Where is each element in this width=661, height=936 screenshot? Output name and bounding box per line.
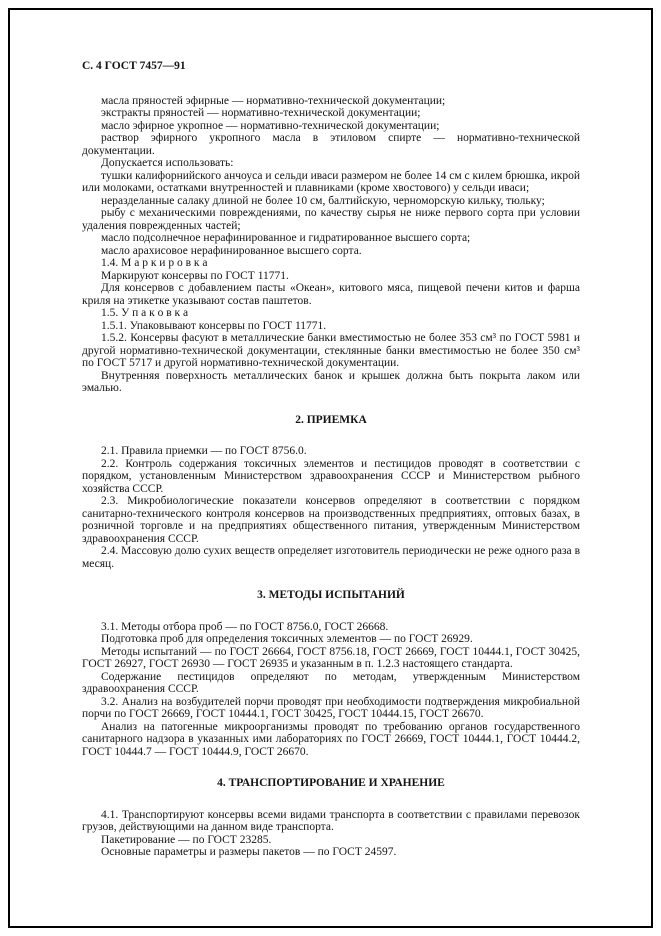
- paragraph: раствор эфирного укропного масла в этиловом спирте — нормативно-технической документации.: [82, 132, 580, 157]
- section-heading-priemka: 2. ПРИЕМКА: [295, 413, 367, 426]
- paragraph: тушки калифорнийского анчоуса и сельди иваси размером не более 14 см с килем брюшка, икрой или молоками, остатками внутренностей и плавниками (кроме хвостового) у сельди иваси;: [82, 169, 580, 194]
- paragraph: 1.5.1. Упаковывают консервы по ГОСТ 11771.: [101, 319, 327, 332]
- paragraph: масло эфирное укропное — нормативно-технической документации;: [101, 119, 440, 132]
- page-header: С. 4 ГОСТ 7457—91: [82, 60, 186, 72]
- paragraph: Анализ на патогенные микроорганизмы проводят по требованию органов государственного санитарного надзора в указанных ими лабораториях по ГОСТ 26669, ГОСТ 10444.1, ГОСТ 10444.2, ГОСТ 10444.7 — ГОСТ 10444.9, ГОСТ 26670.: [82, 720, 580, 758]
- subclause-heading: 1.4. М а р к и р о в к а: [101, 257, 208, 269]
- paragraph: Методы испытаний — по ГОСТ 26664, ГОСТ 8756.18, ГОСТ 26669, ГОСТ 10444.1, ГОСТ 30425, ГОСТ 26927, ГОСТ 26930 — ГОСТ 26935 и указанным в п. 1.2.3 настоящего стандарта.: [82, 645, 580, 670]
- paragraph: 3.2. Анализ на возбудителей порчи проводят при необходимости подтверждения микробиальной порчи по ГОСТ 26669, ГОСТ 10444.1, ГОСТ 30425, ГОСТ 10444.15, ГОСТ 26670.: [82, 695, 580, 720]
- paragraph: 2.3. Микробиологические показатели консервов определяют в соответствии с порядком санитарно-технического контроля консервов на производственных предприятиях, оптовых базах, в розничной торговле и на предприятиях общественного питания, утвержденным Министерством здравоохранения СССР.: [82, 495, 580, 545]
- paragraph: Внутренняя поверхность металлических банок и крышек должна быть покрыта лаком или эмалью.: [82, 369, 580, 394]
- paragraph: 1.5.2. Консервы фасуют в металлические банки вместимостью не более 353 см³ по ГОСТ 5981 и другой нормативно-технической документации, стеклянные банки вместимостью не более 350 см³ по ГОСТ 5717 и другой нормативно-технической документации.: [82, 332, 580, 369]
- paragraph: неразделанные салаку длиной не более 10 см, балтийскую, черноморскую кильку, тюльку;: [101, 194, 545, 207]
- paragraph: Основные параметры и размеры пакетов — по ГОСТ 24597.: [101, 846, 397, 858]
- paragraph: рыбу с механическими повреждениями, по качеству сырья не ниже первого сорта при условии удаления поврежденных частей;: [82, 207, 580, 232]
- paragraph: Подготовка проб для определения токсичных элементов — по ГОСТ 26929.: [101, 633, 473, 645]
- paragraph: 2.1. Правила приемки — по ГОСТ 8756.0.: [101, 445, 307, 457]
- paragraph: масло арахисовое нерафинированное высшего сорта.: [101, 244, 362, 257]
- paragraph: 4.1. Транспортируют консервы всеми видами транспорта в соответствии с правилами перевозок грузов, действующими на данном виде транспорта.: [82, 808, 580, 833]
- paragraph: масло подсолнечное нерафинированное и гидратированное высшего сорта;: [101, 232, 471, 244]
- paragraph: Маркируют консервы по ГОСТ 11771.: [101, 269, 289, 282]
- paragraph: 2.4. Массовую долю сухих веществ определяет изготовитель периодически не реже одного раза в месяц.: [82, 545, 580, 570]
- section-heading-metody-ispytaniy: 3. МЕТОДЫ ИСПЫТАНИЙ: [257, 589, 405, 601]
- section-heading-transportirovanie: 4. ТРАНСПОРТИРОВАНИЕ И ХРАНЕНИЕ: [217, 777, 445, 789]
- paragraph: 2.2. Контроль содержания токсичных элементов и пестицидов проводят в соответствии с порядком, установленным Министерством здравоохранения СССР и Министерством рыбного хозяйства СССР.: [82, 457, 580, 495]
- paragraph: Пакетирование — по ГОСТ 23285.: [101, 833, 272, 846]
- subclause-heading: 1.5. У п а к о в к а: [101, 307, 189, 319]
- paragraph: 3.1. Методы отбора проб — по ГОСТ 8756.0, ГОСТ 26668.: [101, 620, 389, 633]
- paragraph: масла пряностей эфирные — нормативно-технической документации;: [101, 94, 446, 107]
- paragraph: Допускается использовать:: [101, 157, 234, 169]
- page-content: [82, 60, 580, 859]
- paragraph: Для консервов с добавлением пасты «Океан», китового мяса, пищевой печени китов и фарша криля на этикетке указывают состав паштетов.: [82, 282, 580, 307]
- paragraph: экстракты пряностей — нормативно-технической документации;: [101, 107, 421, 119]
- paragraph: Содержание пестицидов определяют по методам, утвержденным Министерством здравоохранения СССР.: [82, 670, 580, 695]
